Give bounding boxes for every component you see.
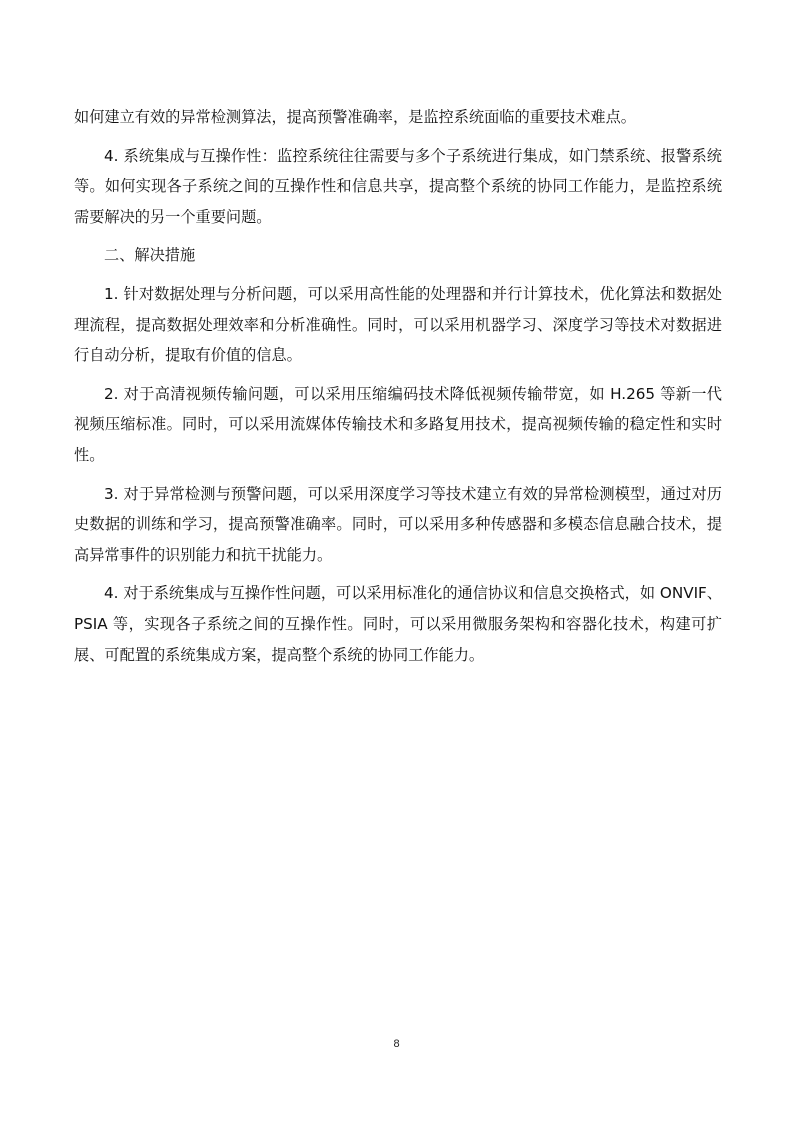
paragraph-solution-1: 1. 针对数据处理与分析问题，可以采用高性能的处理器和并行计算技术，优化算法和数据处理流程，提高数据处理效率和分析准确性。同时，可以采用机器学习、深度学习等技术对数据进行自动分析，提取有价值的信息。 <box>74 284 722 365</box>
page-number: 8 <box>393 1038 400 1050</box>
document-body <box>74 102 722 678</box>
paragraph-solution-3: 3. 对于异常检测与预警问题，可以采用深度学习等技术建立有效的异常检测模型，通过对历史数据的训练和学习，提高预警准确率。同时，可以采用多种传感器和多模态信息融合技术，提高异常事件的识别能力和抗干扰能力。 <box>74 484 722 564</box>
paragraph-challenge-4: 4. 系统集成与互操作性：监控系统往往需要与多个子系统进行集成，如门禁系统、报警系统等。如何实现各子系统之间的互操作性和信息共享，提高整个系统的协同工作能力，是监控系统需要解决的另一个重要问题。 <box>74 146 722 226</box>
section-heading: 二、解决措施 <box>104 246 196 265</box>
paragraph-solution-4: 4. 对于系统集成与互操作性问题，可以采用标准化的通信协议和信息交换格式，如 ONVIF、PSIA 等，实现各子系统之间的互操作性。同时，可以采用微服务架构和容器化技术，构建可扩展、可配置的系统集成方案，提高整个系统的协同工作能力。 <box>74 584 722 664</box>
paragraph-solution-2: 2. 对于高清视频传输问题，可以采用压缩编码技术降低视频传输带宽，如 H.265 等新一代视频压缩标准。同时，可以采用流媒体传输技术和多路复用技术，提高视频传输的稳定性和实时性。 <box>74 384 722 464</box>
paragraph-continued: 如何建立有效的异常检测算法，提高预警准确率，是监控系统面临的重要技术难点。 <box>74 108 636 126</box>
